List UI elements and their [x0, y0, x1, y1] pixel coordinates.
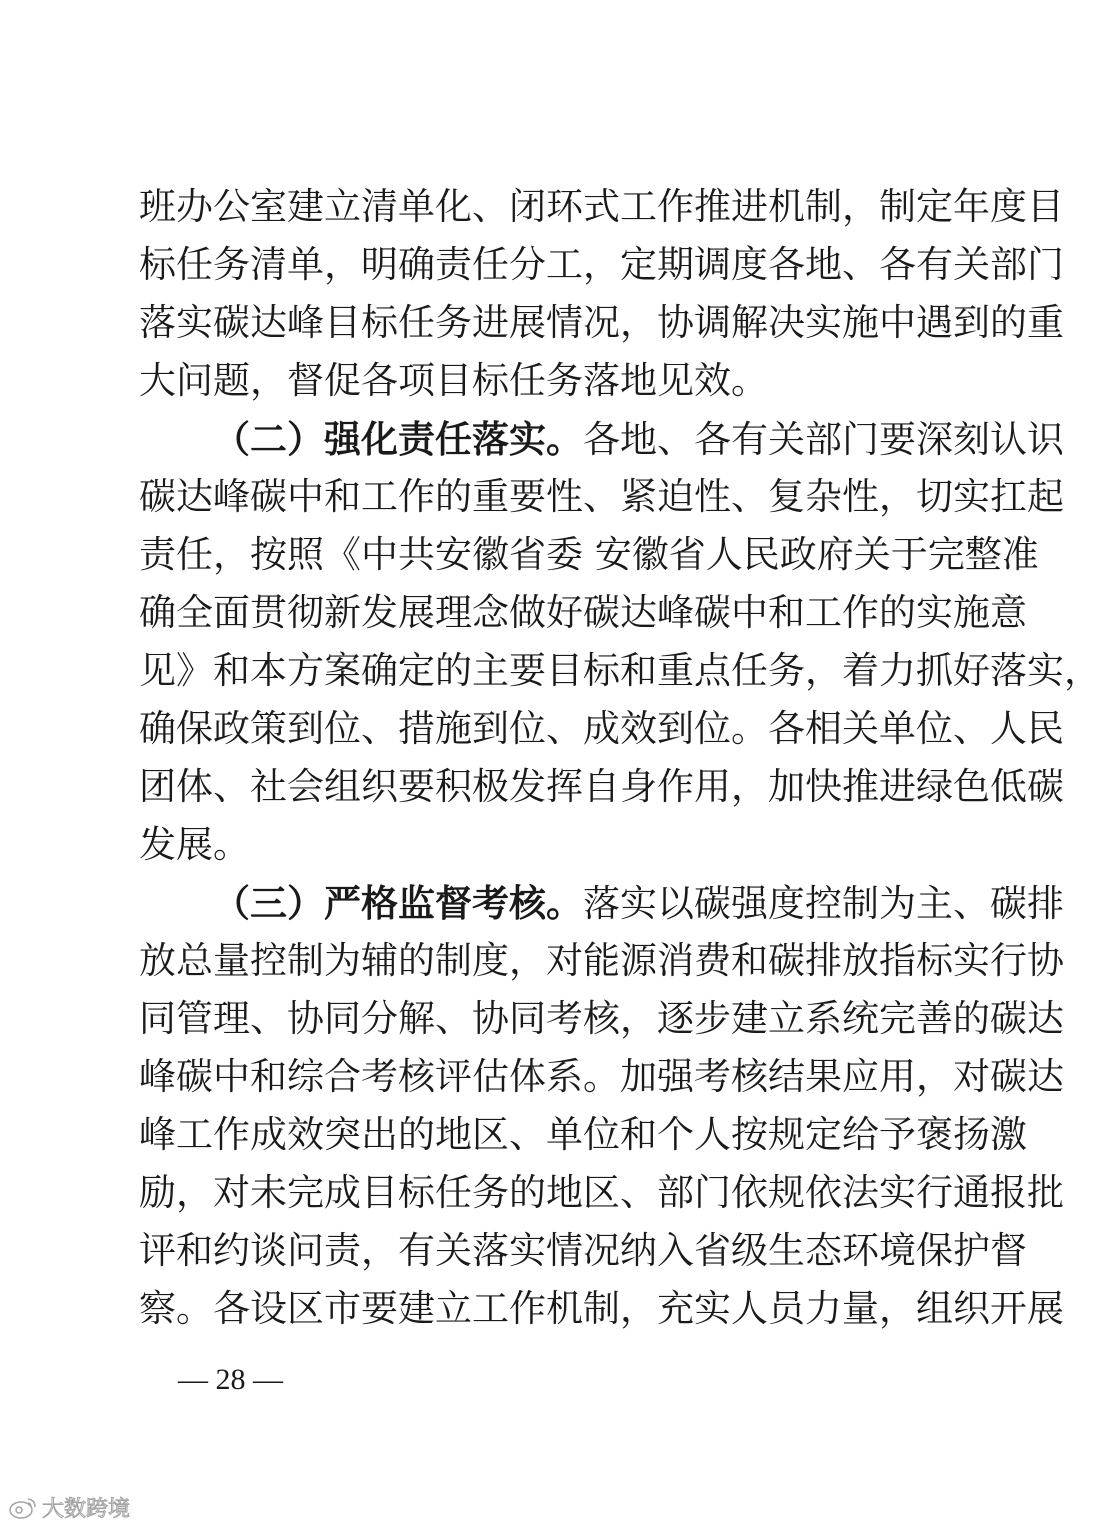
section2-heading: （二）强化责任落实。 [213, 417, 583, 461]
paragraph-section2 [139, 410, 1101, 874]
section2-first-line-text: 各地、各有关部门要深刻认识 [583, 418, 1064, 461]
text-line: 大问题，督促各项目标任务落地见效。 [139, 359, 768, 402]
section2-first-line [139, 410, 1064, 468]
text-line: 确保政策到位、措施到位、成效到位。各相关单位、人民 [139, 707, 1064, 750]
text-line: 峰工作成效突出的地区、单位和个人按规定给予褒扬激 [139, 1113, 1027, 1156]
text-line: 峰碳中和综合考核评估体系。加强考核结果应用，对碳达 [139, 1055, 1064, 1098]
text-line: 确全面贯彻新发展理念做好碳达峰碳中和工作的实施意 [139, 591, 1027, 634]
text-line: 励，对未完成目标任务的地区、部门依规依法实行通报批 [139, 1171, 1064, 1214]
text-line: 碳达峰碳中和工作的重要性、紧迫性、复杂性，切实扛起 [139, 475, 1064, 518]
weibo-style-logo-icon [8, 1495, 38, 1521]
text-line: 发展。 [139, 823, 250, 866]
text-line: 见》和本方案确定的主要目标和重点任务，着力抓好落实， [139, 649, 1101, 692]
watermark-text: 大数跨境 [42, 1497, 131, 1522]
page-number: — 28 — [178, 1363, 283, 1396]
text-line: 察。各设区市要建立工作机制，充实人员力量，组织开展 [139, 1287, 1064, 1330]
text-line: 班办公室建立清单化、闭环式工作推进机制，制定年度目 [139, 185, 1064, 228]
text-line: 标任务清单，明确责任分工，定期调度各地、各有关部门 [139, 243, 1064, 286]
section3-heading: （三）严格监督考核。 [213, 881, 583, 925]
text-line: 落实碳达峰目标任务进展情况，协调解决实施中遇到的重 [139, 301, 1064, 344]
text-line: 责任，按照《中共安徽省委 安徽省人民政府关于完整准 [139, 533, 1039, 576]
paragraph-section3 [139, 874, 1064, 1338]
text-line: 同管理、协同分解、协同考核，逐步建立系统完善的碳达 [139, 997, 1064, 1040]
section3-first-line [139, 874, 1064, 932]
document-body [139, 178, 1101, 1338]
watermark [8, 1492, 130, 1523]
text-line: 评和约谈问责，有关落实情况纳入省级生态环境保护督 [139, 1229, 1027, 1272]
section3-first-line-text: 落实以碳强度控制为主、碳排 [583, 882, 1064, 925]
text-line: 放总量控制为辅的制度，对能源消费和碳排放指标实行协 [139, 939, 1064, 982]
text-line: 团体、社会组织要积极发挥自身作用，加快推进绿色低碳 [139, 765, 1064, 808]
paragraph-section1-tail [139, 178, 1064, 410]
